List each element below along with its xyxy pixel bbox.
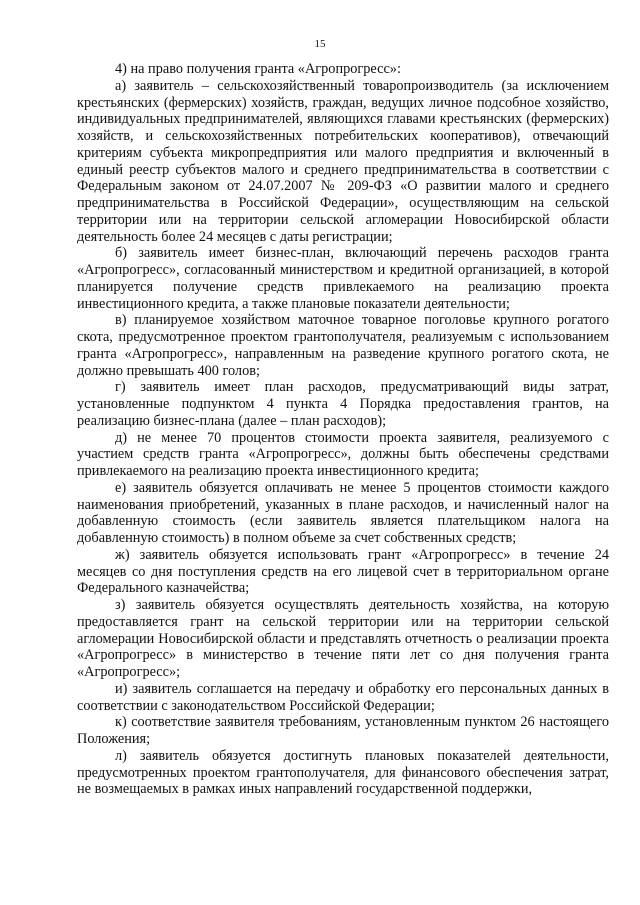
- paragraph-b: б) заявитель имеет бизнес-план, включающий перечень расходов гранта «Агропрогресс», согласованный министерством и кредитной организацией, в которой планируется получение средств привлекаемого на реализацию проекта инвестиционного кредита, а также плановые показатели деятельности;: [77, 245, 609, 312]
- paragraph-a: а) заявитель – сельскохозяйственный товаропроизводитель (за исключением крестьянских (фермерских) хозяйств, граждан, ведущих личное подсобное хозяйство, индивидуальных предпринимателей, являющихся главами крестьянских (фермерских) хозяйств, и сельскохозяйственных потребительских кооперативов), отвечающий критериям субъекта микропредприятия или малого предприятия и включенный в единый реестр субъектов малого и среднего предпринимательства в соответствии с Федеральным законом от 24.07.2007 № 209-ФЗ «О развитии малого и среднего предпринимательства в Российской Федерации», осуществляющим на сельской территории или на территории сельской агломерации Новосибирской области деятельность более 24 месяцев с даты регистрации;: [77, 77, 609, 245]
- paragraph-k: к) соответствие заявителя требованиям, установленным пунктом 26 настоящего Положения;: [77, 714, 609, 747]
- paragraph-l: л) заявитель обязуется достигнуть плановых показателей деятельности, предусмотренных проектом грантополучателя, для финансового обеспечения затрат, не возмещаемых в рамках иных направлений государственной поддержки,: [77, 747, 609, 798]
- paragraph-i: и) заявитель соглашается на передачу и обработку его персональных данных в соответствии с законодательством Российской Федерации;: [77, 680, 609, 714]
- paragraph-z: з) заявитель обязуется осуществлять деятельность хозяйства, на которую предоставляется грант на сельской территории или на территории сельской агломерации Новосибирской области и представлять отчетность о реализации проекта «Агропрогресс» в министерство в течение пяти лет со дня получения гранта «Агропрогресс»;: [77, 597, 609, 680]
- paragraph-d: д) не менее 70 процентов стоимости проекта заявителя, реализуемого с участием средств гранта «Агропрогресс», должны быть обеспечены средствами привлекаемого на реализацию проекта инвестиционного кредита;: [77, 429, 609, 479]
- paragraph-e: е) заявитель обязуется оплачивать не менее 5 процентов стоимости каждого наименования приобретений, указанных в плане расходов, и начисленный налог на добавленную стоимость (если заявитель является плательщиком налога на добавленную стоимость) в полном объеме за счет собственных средств;: [77, 479, 609, 546]
- page-number: 15: [314, 38, 326, 50]
- document-body: [77, 61, 609, 798]
- paragraph-zh: ж) заявитель обязуется использовать грант «Агропрогресс» в течение 24 месяцев со дня поступления средств на его лицевой счет в территориальном органе Федерального казначейства;: [77, 546, 609, 597]
- paragraph-v: в) планируемое хозяйством маточное товарное поголовье крупного рогатого скота, предусмотренное проектом грантополучателя, реализуемым с использованием гранта «Агропрогресс», направленным на разведение крупного рогатого скота, не должно превышать 400 голов;: [77, 312, 609, 379]
- paragraph-g: г) заявитель имеет план расходов, предусматривающий виды затрат, установленные подпунктом 4 пункта 4 Порядка предоставления грантов, на реализацию бизнес-плана (далее – план расходов);: [77, 379, 609, 429]
- paragraph-section-4: 4) на право получения гранта «Агропрогресс»:: [115, 61, 401, 77]
